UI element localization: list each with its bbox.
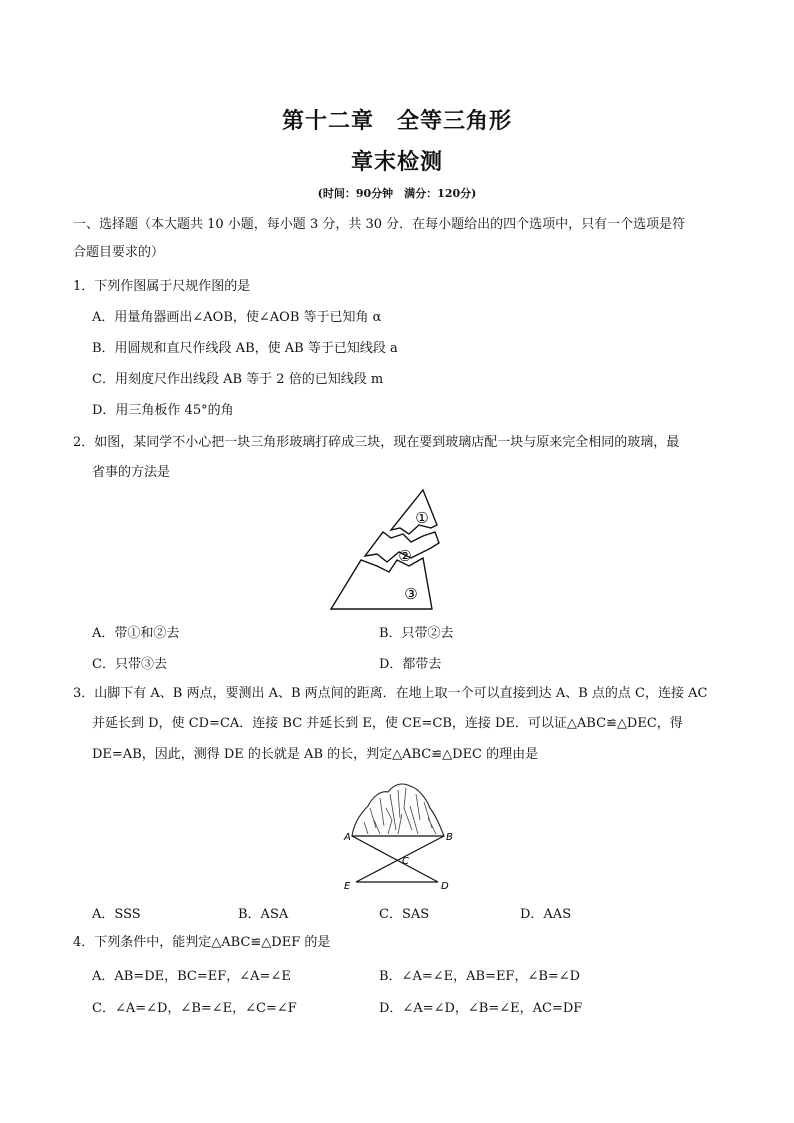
q2-stem-line2: 省事的方法是 xyxy=(92,465,171,480)
point-c-label: C xyxy=(402,856,409,867)
q2-stem-line1: 2．如图，某同学不小心把一块三角形玻璃打碎成三块，现在要到玻璃店配一块与原来完全相同的玻璃，最 xyxy=(73,435,680,450)
q4-stem: 4．下列条件中，能判定△ABC≌△DEF 的是 xyxy=(73,935,331,950)
q4-option-b: B．∠A=∠E，AB=EF，∠B=∠D xyxy=(379,969,581,984)
test-title: 章末检测 xyxy=(350,150,443,175)
section-heading-line1: 一、选择题（本大题共 10 小题，每小题 3 分，共 30 分．在每小题给出的四个选项中，只有一个选项是符 xyxy=(73,217,686,232)
q3-option-a: A．SSS xyxy=(92,907,141,922)
broken-glass-figure xyxy=(325,488,440,613)
q4-option-a: A．AB=DE，BC=EF，∠A=∠E xyxy=(92,969,291,984)
q1-stem: 1．下列作图属于尺规作图的是 xyxy=(73,279,251,294)
segment-ad xyxy=(352,836,438,882)
q3-option-d: D．AAS xyxy=(520,907,572,922)
q1-option-d: D．用三角板作 45°的角 xyxy=(92,403,234,418)
test-meta: (时间：90分钟 满分：120分) xyxy=(317,187,477,200)
point-b-label: B xyxy=(446,832,453,843)
point-e-label: E xyxy=(344,881,351,892)
chapter-title: 第十二章 全等三角形 xyxy=(281,109,512,134)
glass-label-1: ① xyxy=(415,509,429,527)
q2-option-b: B．只带②去 xyxy=(379,626,454,641)
q1-option-b: B．用圆规和直尺作线段 AB，使 AB 等于已知线段 a xyxy=(92,341,398,356)
glass-label-2: ② xyxy=(398,547,412,565)
q3-option-c: C．SAS xyxy=(379,907,430,922)
q4-option-d: D．∠A=∠D，∠B=∠E，AC=DF xyxy=(379,1001,583,1016)
q1-option-a: A．用量角器画出∠AOB，使∠AOB 等于已知角 α xyxy=(92,310,382,325)
q2-option-d: D．都带去 xyxy=(379,657,442,672)
segment-be xyxy=(356,836,444,882)
glass-label-3: ③ xyxy=(404,585,418,603)
point-d-label: D xyxy=(441,881,449,892)
point-a-label: A xyxy=(344,832,351,843)
q2-option-a: A．带①和②去 xyxy=(92,626,180,641)
mountain-figure xyxy=(340,778,460,894)
glass-piece-1 xyxy=(391,490,437,534)
q4-option-c: C．∠A=∠D，∠B=∠E，∠C=∠F xyxy=(92,1001,297,1016)
q3-stem-line3: DE=AB，因此，测得 DE 的长就是 AB 的长，判定△ABC≌△DEC 的理由是 xyxy=(92,747,539,762)
q3-option-b: B．ASA xyxy=(238,907,289,922)
q1-option-c: C．用刻度尺作出线段 AB 等于 2 倍的已知线段 m xyxy=(92,372,384,387)
q3-stem-line2: 并延长到 D，使 CD=CA．连接 BC 并延长到 E，使 CE=CB，连接 DE．可以证△ABC≌△DEC，得 xyxy=(92,716,683,731)
q3-stem-line1: 3．山脚下有 A、B 两点，要测出 A、B 两点间的距离．在地上取一个可以直接到达 A、B 点的点 C，连接 AC xyxy=(73,686,708,701)
q2-option-c: C．只带③去 xyxy=(92,657,167,672)
section-heading-line2: 合题目要求的） xyxy=(73,245,165,260)
